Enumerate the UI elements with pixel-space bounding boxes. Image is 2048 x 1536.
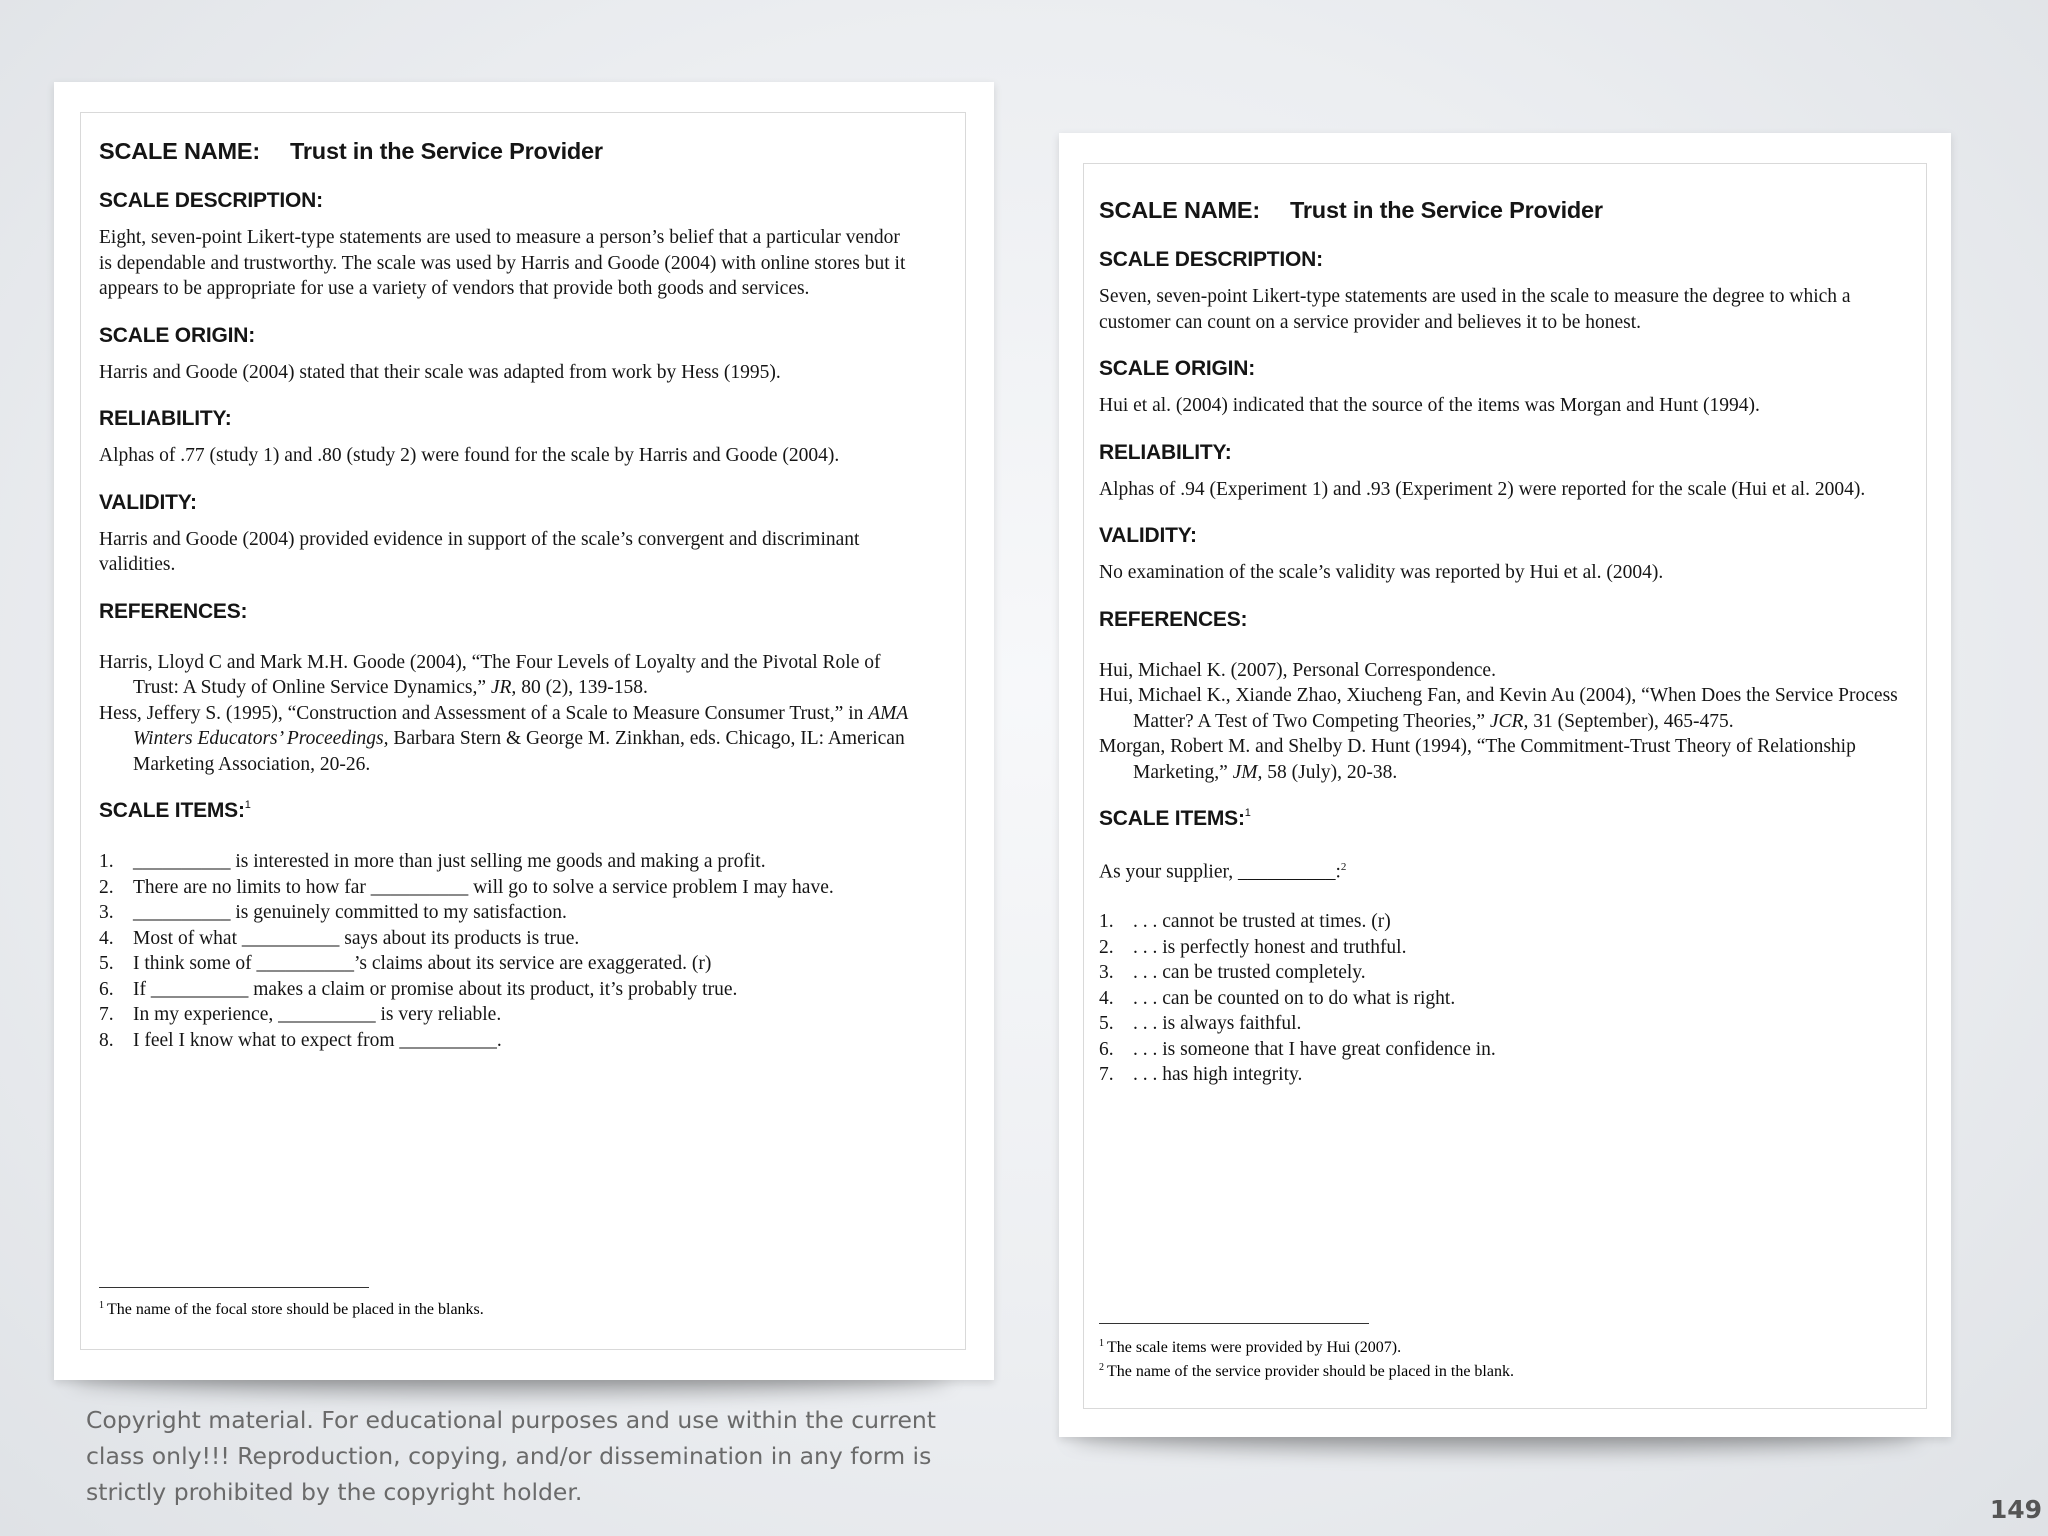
list-item: 6. . . . is someone that I have great confidence in. xyxy=(1099,1038,1496,1060)
origin-text: Hui et al. (2004) indicated that the source of the items was Morgan and Hunt (1994). xyxy=(1099,395,1760,416)
footnote-rule xyxy=(1099,1323,1369,1324)
footnote: $^1$ The scale items were provided by Hui (2007). xyxy=(1099,1338,1402,1356)
list-item: 1. . . . cannot be trusted at times. (r) xyxy=(1099,911,1391,932)
items-heading: SCALE ITEMS:$^1$ xyxy=(99,799,251,822)
list-item: 5. . . . is always faithful. xyxy=(1099,1013,1302,1034)
list-item: 7. . . . has high integrity. xyxy=(1099,1064,1303,1085)
list-item: 4. Most of what __________ says about its products is true. xyxy=(99,927,580,949)
reference-item: Hui, Michael K., Xiande Zhao, Xiucheng Fan, and Kevin Au (2004), “When Does the Service Process Matter? A Test of Two Competing Theories,” JCR, 31 (September), 465-475. xyxy=(1099,685,1898,732)
origin-text: Harris and Goode (2004) stated that their scale was adapted from work by Hess (1995). xyxy=(99,361,781,383)
footnote-rule xyxy=(99,1287,369,1288)
footnote: $^1$ The name of the focal store should be placed in the blanks. xyxy=(99,1300,484,1318)
items-heading: SCALE ITEMS:$^1$ xyxy=(1099,807,1251,830)
right-footnotes xyxy=(1099,1323,1919,1382)
list-item: 1. __________ is interested in more than just selling me goods and making a profit. xyxy=(99,851,766,872)
references-list xyxy=(99,650,919,778)
right-page-content xyxy=(1099,197,1929,1088)
validity-text: No examination of the scale’s validity was reported by Hui et al. (2004). xyxy=(1099,562,1664,583)
items-stem: As your supplier, __________:$^2$ xyxy=(1099,861,1347,883)
list-item: 3. . . . can be trusted completely. xyxy=(1099,962,1366,983)
footnote: $^2$ The name of the service provider should be placed in the blank. xyxy=(1099,1362,1514,1380)
list-item: 4. . . . can be counted on to do what is right. xyxy=(1099,987,1456,1009)
scale-items-list xyxy=(99,849,919,1053)
left-page xyxy=(54,82,994,1380)
scale-items-list xyxy=(1099,909,1899,1088)
validity-text: Harris and Goode (2004) provided evidence in support of the scale’s convergent and discriminant validities. xyxy=(99,528,860,575)
reference-item: Morgan, Robert M. and Shelby D. Hunt (1994), “The Commitment-Trust Theory of Relationship Marketing,” JM, 58 (July), 20-38. xyxy=(1099,736,1856,783)
origin-heading: SCALE ORIGIN: xyxy=(1099,357,1256,380)
list-item: 6. If __________ makes a claim or promise about its product, it’s probably true. xyxy=(99,978,738,1000)
description-heading: SCALE DESCRIPTION: xyxy=(99,189,323,212)
reliability-text: Alphas of .77 (study 1) and .80 (study 2) were found for the scale by Harris and Goode (2004). xyxy=(99,445,840,466)
reference-item: Hess, Jeffery S. (1995), “Construction and Assessment of a Scale to Measure Consumer Trust,” in AMA Winters Educators’ Proceedings, Barbara Stern & George M. Zinkhan, eds. Chicago, IL: American Marketing Association, 20-26. xyxy=(99,702,908,775)
reference-item: Harris, Lloyd C and Mark M.H. Goode (2004), “The Four Levels of Loyalty and the Pivotal Role of Trust: A Study of Online Service Dynamics,” JR, 80 (2), 139-158. xyxy=(99,651,881,698)
list-item: 7. In my experience, __________ is very reliable. xyxy=(99,1004,502,1025)
description-text: Seven, seven-point Likert-type statements are used in the scale to measure the degree to which a customer can count on a service provider and believes it to be honest. xyxy=(1099,286,1851,333)
references-list xyxy=(1099,658,1919,786)
page-number: 149 xyxy=(1989,1495,2042,1524)
left-page-content xyxy=(99,138,949,1053)
reliability-heading: RELIABILITY: xyxy=(1099,440,1232,464)
description-heading: SCALE DESCRIPTION: xyxy=(1099,248,1323,271)
scale-name: SCALE NAME: Trust in the Service Provider xyxy=(99,138,603,164)
copyright-notice: Copyright material. For educational purposes and use within the current class only!!! Reproduction, copying, and/or dissemination in any form is strictly prohibited by the copyright holder. xyxy=(86,1406,937,1506)
list-item: 5. I think some of __________’s claims about its service are exaggerated. (r) xyxy=(99,953,712,974)
references-heading: REFERENCES: xyxy=(1099,607,1248,631)
origin-heading: SCALE ORIGIN: xyxy=(99,323,256,347)
left-footnotes xyxy=(99,1287,919,1320)
reliability-text: Alphas of .94 (Experiment 1) and .93 (Experiment 2) were reported for the scale (Hui et al. 2004). xyxy=(1099,478,1866,500)
validity-heading: VALIDITY: xyxy=(99,490,197,514)
right-page xyxy=(1059,133,1951,1437)
reliability-heading: RELIABILITY: xyxy=(99,407,232,430)
list-item: 8. I feel I know what to expect from __________. xyxy=(99,1029,502,1051)
list-item: 2. . . . is perfectly honest and truthful. xyxy=(1099,936,1407,958)
references-heading: REFERENCES: xyxy=(99,599,248,623)
reference-item: Hui, Michael K. (2007), Personal Correspondence. xyxy=(1099,659,1496,681)
list-item: 2. There are no limits to how far __________ will go to solve a service problem I may have. xyxy=(99,876,834,898)
scale-name: SCALE NAME: Trust in the Service Provider xyxy=(1099,197,1603,223)
list-item: 3. __________ is genuinely committed to my satisfaction. xyxy=(99,902,567,923)
description-text: Eight, seven-point Likert-type statements are used to measure a person’s belief that a particular vendor is dependable and trustworthy. The scale was used by Harris and Goode (2004) with online stores but it appears to be appropriate for use a variety of vendors that provide both goods and services. xyxy=(99,227,906,299)
validity-heading: VALIDITY: xyxy=(1099,524,1197,547)
